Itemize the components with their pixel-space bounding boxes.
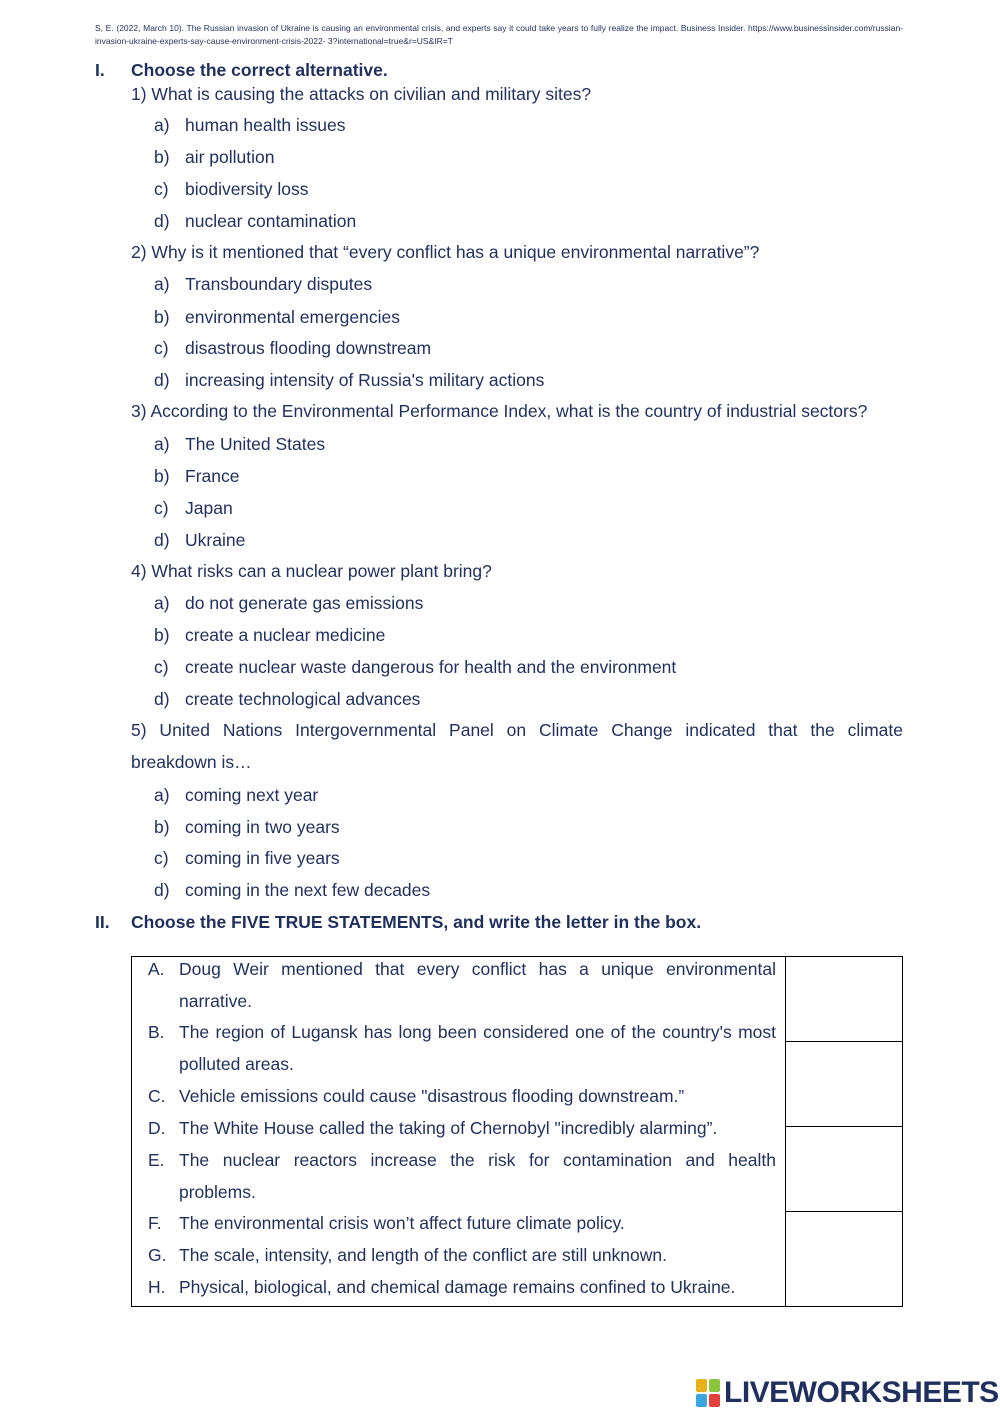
option-letter: a): [154, 115, 170, 135]
liveworksheets-brand: LIVEWORKSHEETS: [724, 1376, 999, 1409]
statement-letter: G.: [148, 1245, 167, 1265]
option-letter: a): [154, 274, 170, 294]
option-letter: c): [154, 498, 169, 518]
statement-letter: H.: [148, 1277, 166, 1297]
option-letter: c): [154, 338, 169, 358]
statement-letter: D.: [148, 1118, 166, 1138]
option-text: coming in five years: [185, 848, 340, 868]
option-letter: a): [154, 785, 170, 805]
section-1-title: Choose the correct alternative.: [131, 60, 388, 80]
section-2-number: II.: [95, 912, 110, 932]
question-4: 4) What risks can a nuclear power plant bring?: [131, 561, 492, 581]
statement-text: The White House called the taking of Chernobyl "incredibly alarming”.: [179, 1118, 718, 1138]
option-text: coming in two years: [185, 817, 340, 837]
option-letter: d): [154, 211, 170, 231]
statement-letter: F.: [148, 1213, 162, 1233]
question-1: 1) What is causing the attacks on civilian and military sites?: [131, 84, 592, 104]
statement-text: Physical, biological, and chemical damage remains confined to Ukraine.: [179, 1277, 736, 1297]
statement-text: The region of Lugansk has long been considered one of the country's most polluted areas.: [179, 1022, 776, 1074]
option-text: biodiversity loss: [185, 179, 309, 199]
option-letter: d): [154, 689, 170, 709]
option-text: The United States: [185, 434, 326, 454]
statement-letter: B.: [148, 1022, 165, 1042]
option-text: create nuclear waste dangerous for health and the environment: [185, 657, 677, 677]
statement-letter: E.: [148, 1150, 165, 1170]
option-text: air pollution: [185, 147, 275, 167]
citation: S, E. (2022, March 10). The Russian invasion of Ukraine is causing an environmental crisis, and experts say it could take years to fully realize the impact. Business Insider. https://www.businessinsider.com/russian-invasion-ukraine-experts-say-cause-environment-crisis-2022- 3?international=true&r=US&IR=T: [95, 23, 903, 46]
option-letter: b): [154, 625, 170, 645]
statement-letter: C.: [148, 1086, 166, 1106]
option-text: Japan: [185, 498, 233, 518]
answer-box-2[interactable]: [786, 1042, 902, 1127]
statement-text: The nuclear reactors increase the risk for contamination and health problems.: [179, 1150, 776, 1202]
question-3: 3) According to the Environmental Performance Index, what is the country of industrial sectors?: [131, 401, 868, 421]
question-2: 2) Why is it mentioned that “every conflict has a unique environmental narrative”?: [131, 242, 760, 262]
option-text: coming next year: [185, 785, 319, 805]
option-text: environmental emergencies: [185, 307, 400, 327]
question-5: 5) United Nations Intergovernmental Panel on Climate Change indicated that the climate breakdown is…: [131, 720, 903, 772]
statement-text: Doug Weir mentioned that every conflict has a unique environmental narrative.: [179, 959, 776, 1011]
option-text: nuclear contamination: [185, 211, 357, 231]
statement-text: The scale, intensity, and length of the conflict are still unknown.: [179, 1245, 668, 1265]
option-letter: a): [154, 593, 170, 613]
option-text: Ukraine: [185, 530, 246, 550]
option-letter: c): [154, 179, 169, 199]
answer-box-4[interactable]: [786, 1212, 902, 1306]
option-text: increasing intensity of Russia's military actions: [185, 370, 545, 390]
option-text: coming in the next few decades: [185, 880, 431, 900]
option-letter: d): [154, 880, 170, 900]
option-letter: c): [154, 657, 169, 677]
option-letter: b): [154, 147, 170, 167]
option-text: human health issues: [185, 115, 346, 135]
statement-letter: A.: [148, 959, 165, 979]
option-letter: d): [154, 530, 170, 550]
liveworksheets-logo-icon: [696, 1379, 720, 1407]
statements-table: [131, 956, 903, 1307]
option-letter: d): [154, 370, 170, 390]
option-text: disastrous flooding downstream: [185, 338, 432, 358]
option-text: create technological advances: [185, 689, 421, 709]
option-letter: c): [154, 848, 169, 868]
answer-box-1[interactable]: [786, 957, 902, 1042]
option-letter: a): [154, 434, 170, 454]
option-letter: b): [154, 466, 170, 486]
answer-box-3[interactable]: [786, 1127, 902, 1212]
option-text: Transboundary disputes: [185, 274, 373, 294]
statement-text: The environmental crisis won’t affect future climate policy.: [179, 1213, 625, 1233]
option-text: create a nuclear medicine: [185, 625, 386, 645]
section-1-number: I.: [95, 60, 105, 80]
option-letter: b): [154, 817, 170, 837]
option-text: France: [185, 466, 240, 486]
option-letter: b): [154, 307, 170, 327]
statement-text: Vehicle emissions could cause "disastrous flooding downstream.”: [179, 1086, 685, 1106]
section-2-title: Choose the FIVE TRUE STATEMENTS, and write the letter in the box.: [131, 912, 702, 932]
liveworksheets-logo[interactable]: [696, 1376, 999, 1410]
option-text: do not generate gas emissions: [185, 593, 424, 613]
